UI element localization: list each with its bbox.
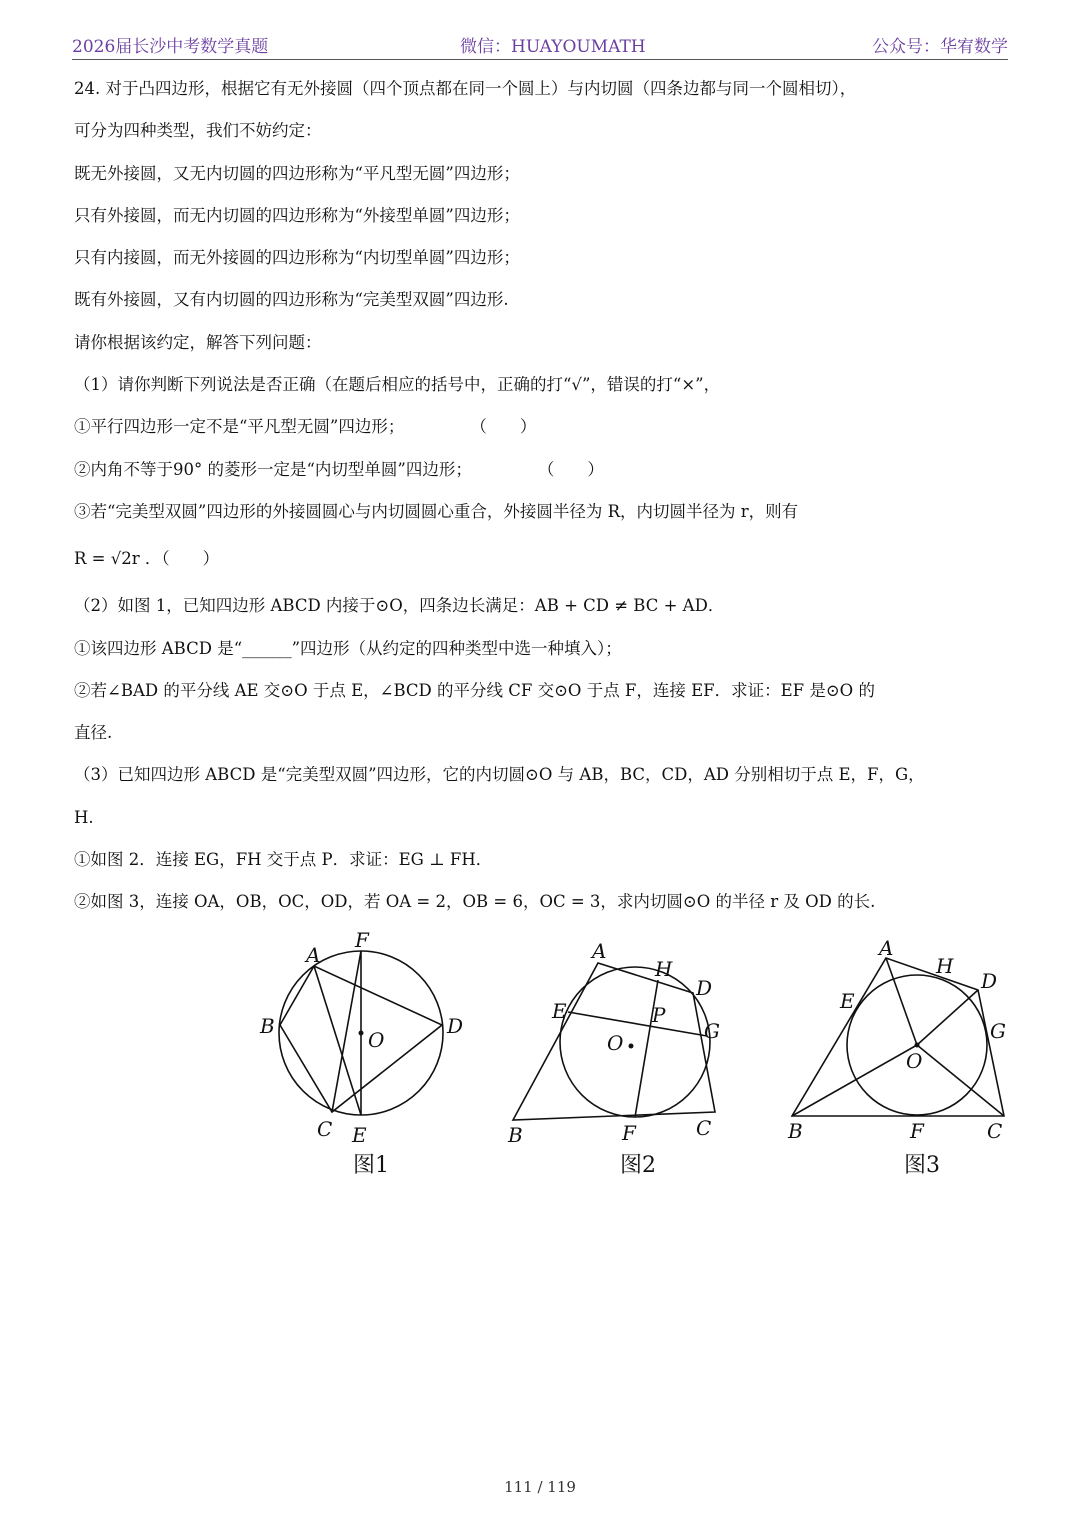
fig3-label-e: E (840, 989, 855, 1013)
fig3-label-o: O (906, 1049, 923, 1073)
fig1-label-c: C (317, 1117, 333, 1141)
problem-line: 既无外接圆，又无内切圆的四边形称为“平凡型无圆”四边形； (74, 163, 520, 183)
fig3-label-c: C (987, 1119, 1003, 1143)
problem-line: 24. 对于凸四边形，根据它有无外接圆（四个顶点都在同一个圆上）与内切圆（四条边都与同一个圆相切）， (74, 79, 857, 98)
fig3-label-d: D (981, 969, 998, 993)
fig1-center-dot (359, 1031, 364, 1036)
problem-line: ③若“完美型双圆”四边形的外接圆圆心与内切圆圆心重合，外接圆半径为 R，内切圆半径为 r，则有 (74, 501, 799, 521)
problem-line: 既有外接圆，又有内切圆的四边形称为“完美型双圆”四边形. (74, 290, 509, 310)
problem-line: H. (74, 807, 94, 827)
fig2-incircle (560, 967, 713, 1117)
fig1-label-e: E (352, 1123, 367, 1147)
fig2-label-h: H (655, 957, 673, 981)
fig3-label-a: A (879, 936, 894, 960)
fig1-label-b: B (260, 1014, 275, 1038)
fig2-label-d: D (696, 976, 713, 1000)
fig3-label-b: B (788, 1119, 803, 1143)
problem-line: 只有外接圆，而无内切圆的四边形称为“外接型单圆”四边形； (74, 205, 520, 225)
fig2-caption: 图2 (620, 1153, 656, 1178)
fig2-label-a: A (592, 939, 607, 963)
fig3-center-dot (915, 1043, 920, 1048)
fig3-caption: 图3 (904, 1153, 940, 1178)
header-title: 2026届长沙中考数学真题 (72, 37, 269, 57)
page-number: 111 / 119 (504, 1478, 576, 1496)
header-divider (72, 59, 1008, 60)
fig3-segment-oa (886, 958, 917, 1045)
fig3-label-f: F (910, 1119, 924, 1143)
fig1-label-a: A (306, 943, 321, 967)
problem-line: ②内角不等于90° 的菱形一定是“内切型单圆”四边形； （ ） (74, 459, 604, 479)
problem-line: 直径. (74, 723, 113, 743)
problem-line: ②若∠BAD 的平分线 AE 交⊙O 于点 E，∠BCD 的平分线 CF 交⊙O 于点 F，连接 EF．求证：EF 是⊙O 的 (74, 680, 875, 700)
problem-line: ①该四边形 ABCD 是“______”四边形（从约定的四种类型中选一种填入）； (74, 638, 622, 658)
fig2-label-c: C (696, 1116, 712, 1140)
fig1-label-f: F (355, 930, 369, 952)
fig1-label-o: O (368, 1028, 385, 1052)
fig2-label-f: F (622, 1121, 636, 1145)
fig1-label-d: D (447, 1014, 464, 1038)
figure-3 (792, 958, 1004, 1116)
header-account: 公众号：华宥数学 (872, 37, 1008, 57)
problem-line: 可分为四种类型，我们不妨约定： (74, 121, 322, 141)
fig1-segment-cf (332, 951, 361, 1112)
problem-line: （2）如图 1，已知四边形 ABCD 内接于⊙O，四条边长满足：AB + CD ≠ BC + AD． (74, 596, 725, 616)
problem-line: ①平行四边形一定不是“平凡型无圆”四边形； （ ） (74, 417, 537, 437)
fig2-label-e: E (552, 999, 567, 1023)
geometry-figures (250, 930, 1020, 1190)
fig2-label-p: P (652, 1003, 666, 1027)
problem-line: （3）已知四边形 ABCD 是“完美型双圆”四边形，它的内切圆⊙O 与 AB，BC，CD，AD 分别相切于点 E，F，G， (74, 765, 925, 785)
fig3-segment-od (917, 990, 978, 1045)
fig3-segment-ob (792, 1045, 917, 1116)
problem-text (74, 68, 1014, 924)
problem-line: ①如图 2．连接 EG，FH 交于点 P．求证：EG ⊥ FH． (74, 850, 493, 870)
header-wechat: 微信：HUAYOUMATH (460, 37, 646, 57)
fig3-label-g: G (990, 1019, 1006, 1043)
fig1-caption: 图1 (353, 1153, 389, 1178)
figures-panel (250, 930, 1020, 1190)
problem-line: ②如图 3，连接 OA，OB，OC，OD，若 OA = 2，OB = 6，OC = 3，求内切圆⊙O 的半径 r 及 OD 的长. (74, 892, 876, 912)
fig3-label-h: H (936, 954, 954, 978)
problem-line: R = √2r ．（ ） (74, 549, 220, 569)
fig3-quadrilateral-abcd (792, 958, 1004, 1116)
problem-line: 只有内接圆，而无外接圆的四边形称为“内切型单圆”四边形； (74, 248, 520, 268)
fig2-label-g: G (704, 1019, 720, 1043)
problem-line: （1）请你判断下列说法是否正确（在题后相应的括号中，正确的打“√”，错误的打“×”， (74, 375, 721, 395)
fig2-label-o: O (607, 1031, 624, 1055)
fig2-label-b: B (508, 1123, 523, 1147)
fig2-segment-eg (568, 1012, 707, 1036)
fig2-segment-fh (635, 980, 658, 1117)
problem-line: 请你根据该约定，解答下列问题： (74, 332, 322, 352)
fig2-center-dot (629, 1044, 634, 1049)
